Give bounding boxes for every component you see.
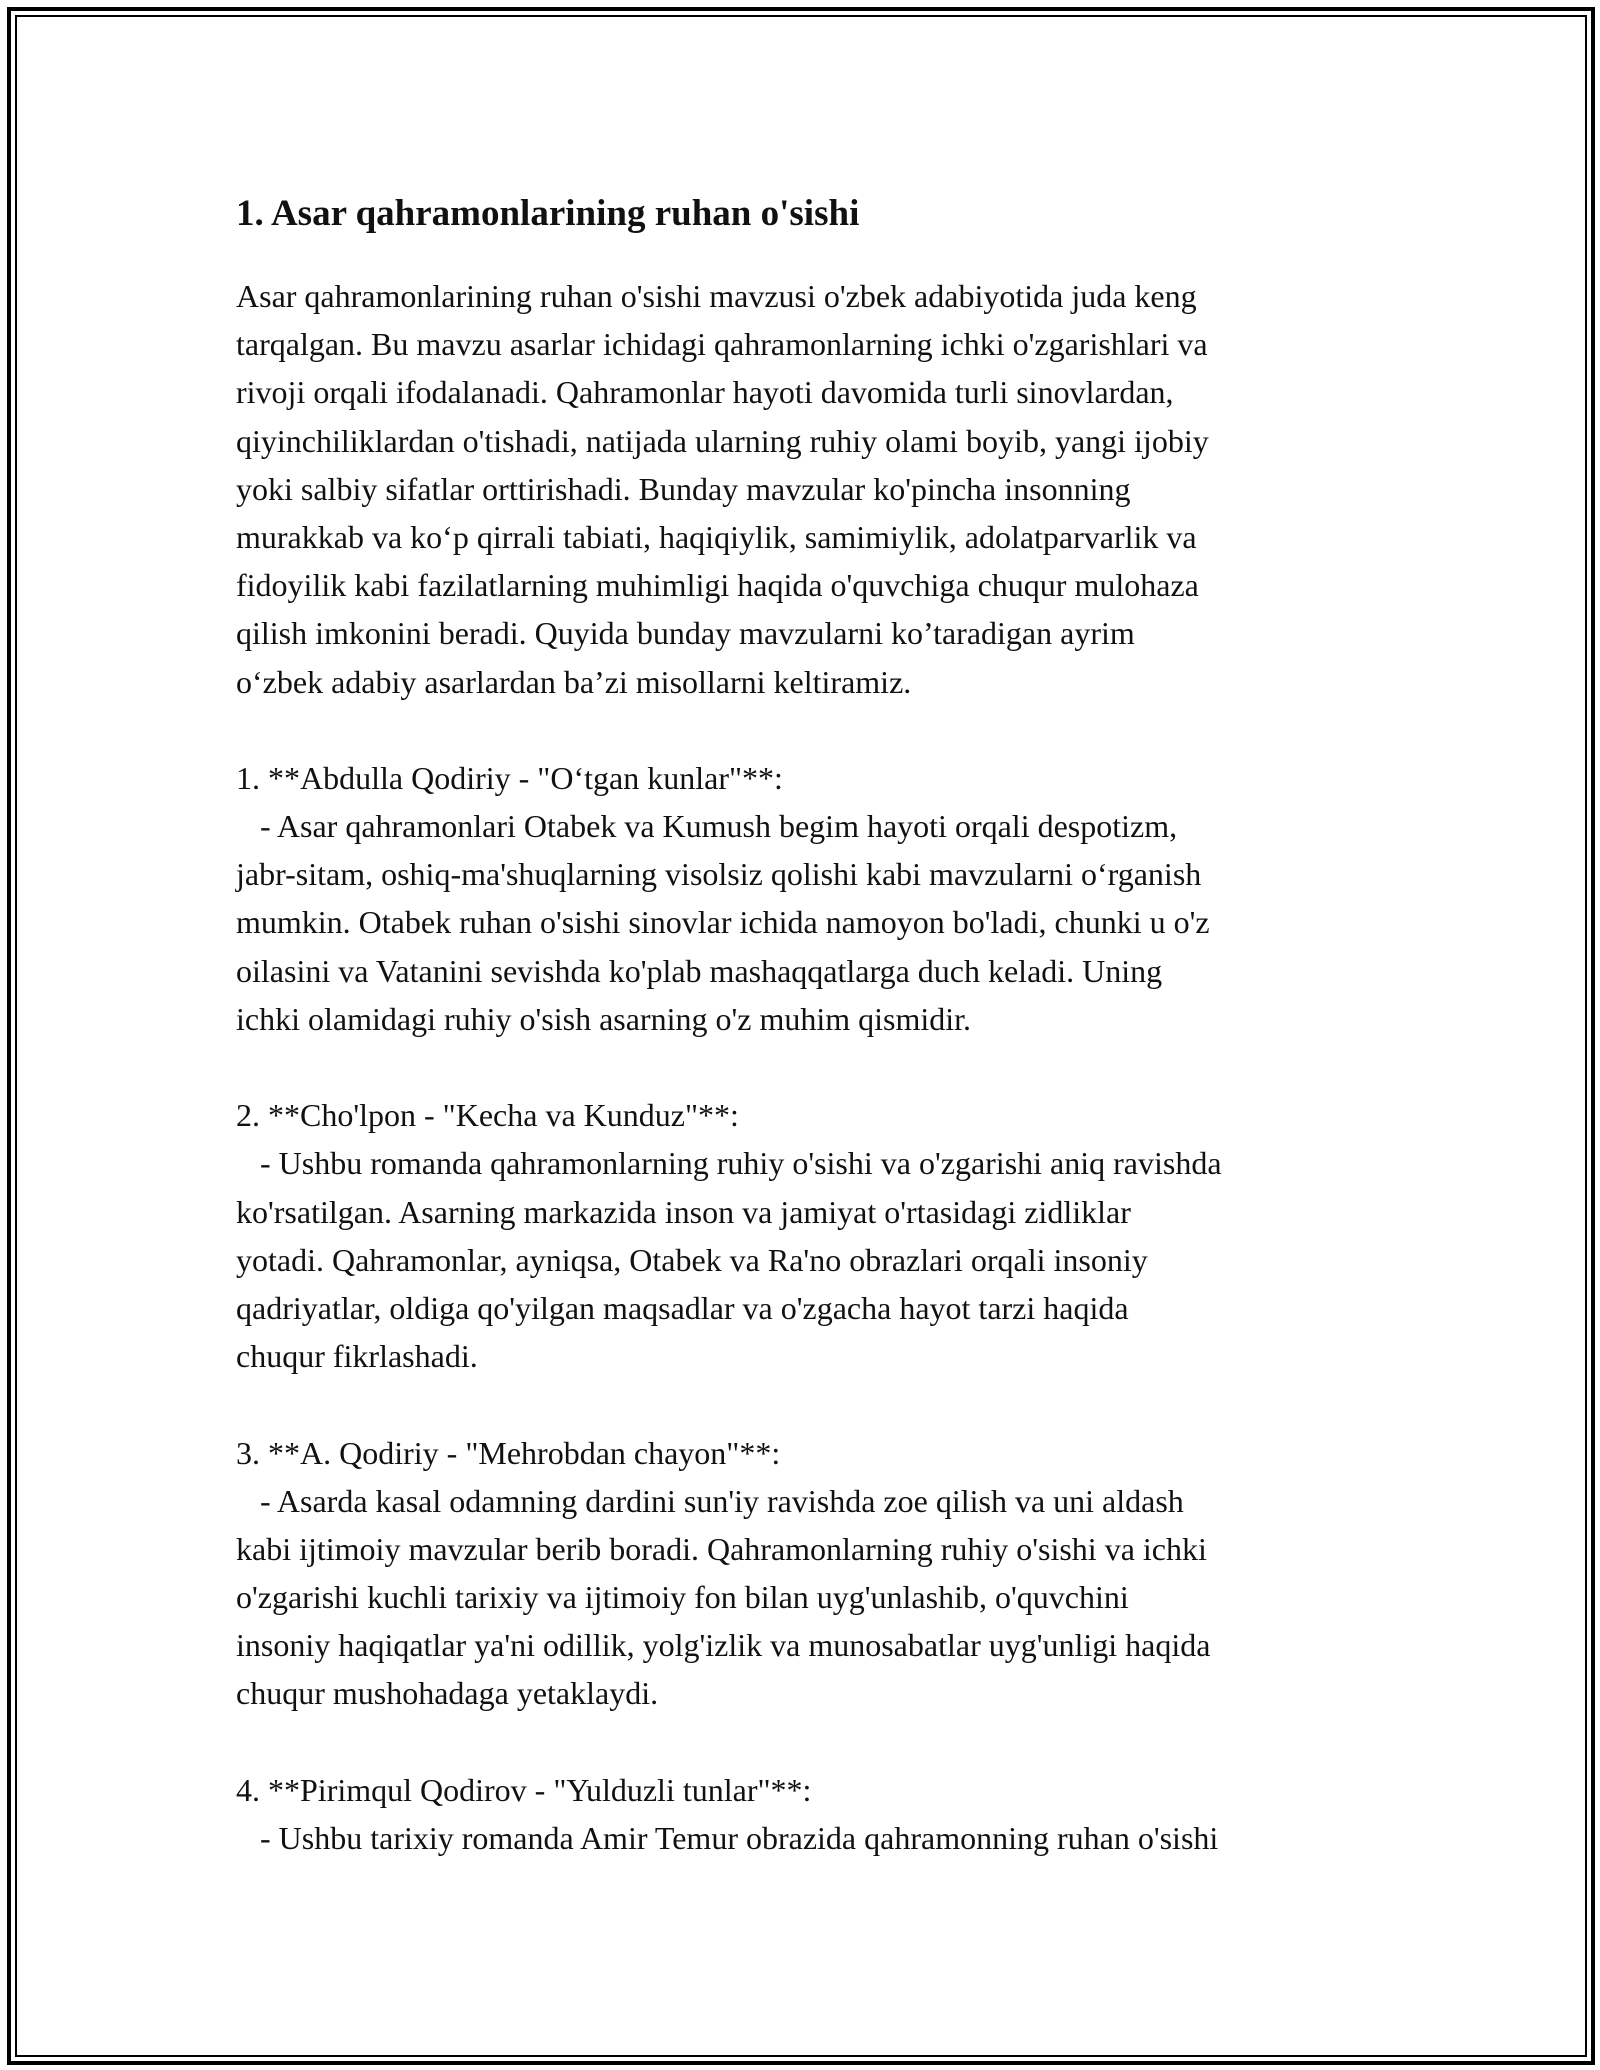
document-page (236, 186, 1386, 1862)
paragraph-gap (236, 706, 1386, 754)
list-item-otgan-kunlar (236, 754, 1386, 1043)
paragraph-gap (236, 1718, 1386, 1766)
intro-line: Asar qahramonlarining ruhan o'sishi mavzusi o'zbek adabiyotida juda keng (236, 278, 1197, 314)
list-item-line: - Asarda kasal odamning dardini sun'iy ravishda zoe qilish va uni aldash (236, 1482, 1184, 1519)
list-item-line: yotadi. Qahramonlar, ayniqsa, Otabek va Ra'no obrazlari orqali insoniy (236, 1241, 1148, 1278)
list-item-line: insoniy haqiqatlar ya'ni odillik, yolg'izlik va munosabatlar uyg'unligi haqida (236, 1627, 1211, 1664)
list-item-line: chuqur fikrlashadi. (236, 1338, 478, 1375)
list-item-line: qadriyatlar, oldiga qo'yilgan maqsadlar va o'zgacha hayot tarzi haqida (236, 1289, 1129, 1326)
list-item-line: chuqur mushohadaga yetaklaydi. (236, 1675, 659, 1712)
list-item-kecha-va-kunduz (236, 1091, 1386, 1380)
list-item-title: 2. **Cho'lpon - "Kecha va Kunduz"**: (236, 1097, 739, 1134)
list-item-line: - Ushbu romanda qahramonlarning ruhiy o'sishi va o'zgarishi aniq ravishda (236, 1145, 1222, 1182)
intro-line: o‘zbek adabiy asarlardan ba’zi misollarni keltiramiz. (236, 663, 912, 700)
list-item-mehrobdan-chayon (236, 1429, 1386, 1718)
intro-line: murakkab va ko‘p qirrali tabiati, haqiqiylik, samimiylik, adolatparvarlik va (236, 518, 1197, 555)
section-heading: 1. Asar qahramonlarining ruhan o'sishi (236, 193, 860, 234)
list-item-line: ichki olamidagi ruhiy o'sish asarning o'z muhim qismidir. (236, 1000, 972, 1037)
intro-paragraph (236, 272, 1386, 706)
list-item-line: - Asar qahramonlari Otabek va Kumush begim hayoti orqali despotizm, (236, 808, 1178, 845)
paragraph-gap (236, 1380, 1386, 1428)
list-item-title: 1. **Abdulla Qodiriy - "O‘tgan kunlar"**: (236, 759, 783, 796)
list-item-line: o'zgarishi kuchli tarixiy va ijtimoiy fon bilan uyg'unlashib, o'quvchini (236, 1579, 1129, 1616)
intro-line: rivoji orqali ifodalanadi. Qahramonlar hayoti davomida turli sinovlardan, (236, 374, 1174, 411)
intro-line: qiyinchiliklardan o'tishadi, natijada ularning ruhiy olami boyib, yangi ijobiy (236, 422, 1209, 459)
list-item-line: kabi ijtimoiy mavzular berib boradi. Qahramonlarning ruhiy o'sishi va ichki (236, 1530, 1207, 1567)
list-item-title: 3. **A. Qodiriy - "Mehrobdan chayon"**: (236, 1434, 781, 1471)
list-item-yulduzli-tunlar (236, 1766, 1386, 1862)
list-item-line: oilasini va Vatanini sevishda ko'plab mashaqqatlarga duch keladi. Uning (236, 952, 1163, 989)
list-item-line: jabr-sitam, oshiq-ma'shuqlarning visolsiz qolishi kabi mavzularni o‘rganish (236, 856, 1202, 893)
paragraph-gap (236, 1043, 1386, 1091)
intro-line: yoki salbiy sifatlar orttirishadi. Bunday mavzular ko'pincha insonning (236, 470, 1131, 507)
list-item-line: ko'rsatilgan. Asarning markazida inson va jamiyat o'rtasidagi zidliklar (236, 1193, 1131, 1230)
intro-line: fidoyilik kabi fazilatlarning muhimligi haqida o'quvchiga chuqur mulohaza (236, 567, 1199, 604)
intro-line: tarqalgan. Bu mavzu asarlar ichidagi qahramonlarning ichki o'zgarishlari va (236, 326, 1208, 363)
list-item-line: mumkin. Otabek ruhan o'sishi sinovlar ichida namoyon bo'ladi, chunki u o'z (236, 904, 1210, 941)
list-item-title: 4. **Pirimqul Qodirov - "Yulduzli tunlar"**: (236, 1771, 812, 1808)
intro-line: qilish imkonini beradi. Quyida bunday mavzularni ko’taradigan ayrim (236, 615, 1135, 652)
list-item-line: - Ushbu tarixiy romanda Amir Temur obrazida qahramonning ruhan o'sishi (236, 1820, 1219, 1856)
